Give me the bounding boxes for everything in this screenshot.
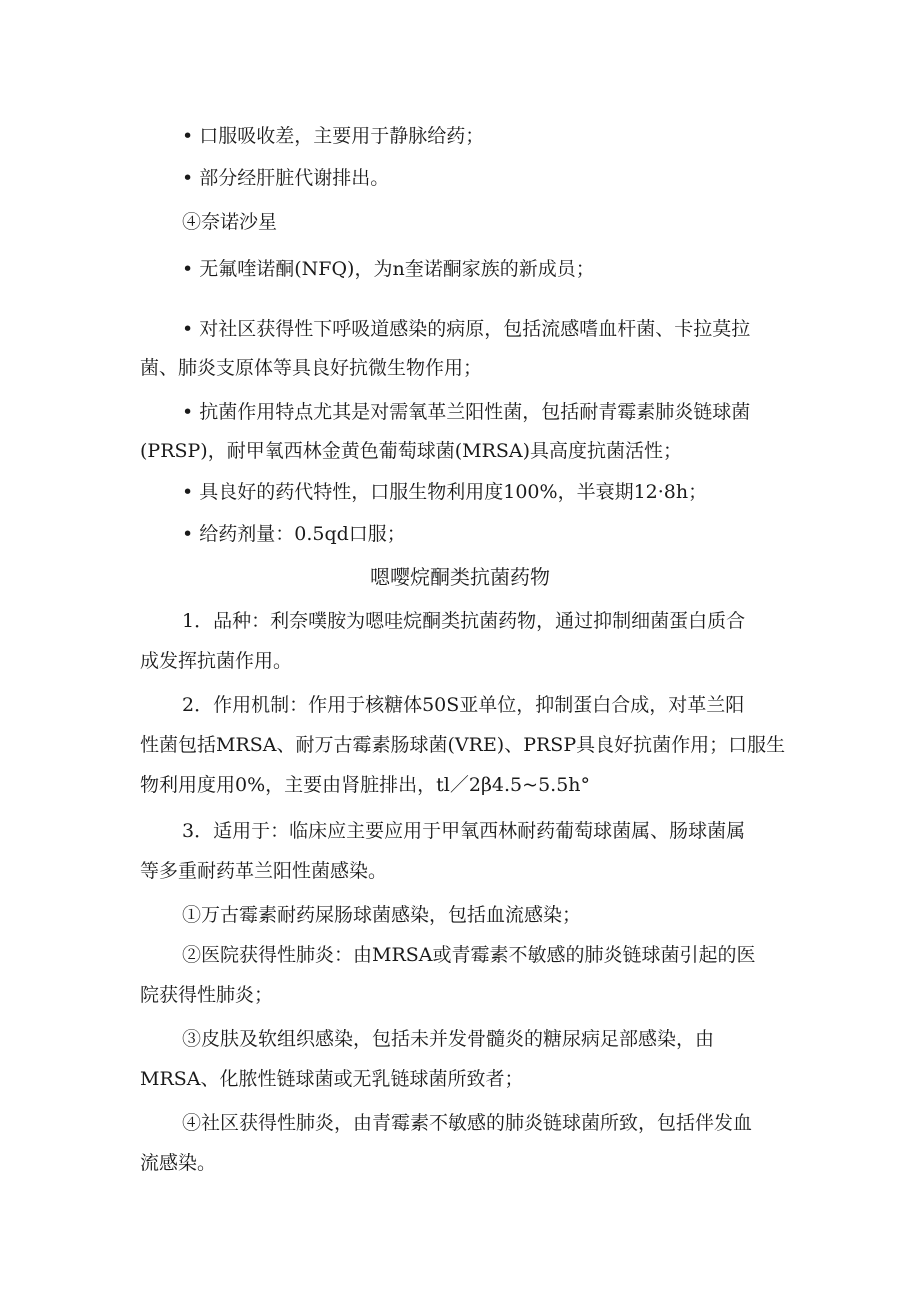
- para-indications: 3．适用于：临床应主要应用于甲氧西林耐药葡萄球菌属、肠球菌属: [182, 820, 746, 842]
- bullet-antibacterial: • 抗菌作用特点尤其是对需氧革兰阳性菌，包括耐青霉素肺炎链球菌: [182, 401, 751, 423]
- indication-skin-cont: MRSA、化脓性链球菌或无乳链球菌所致者；: [140, 1068, 524, 1090]
- indication-skin: ③皮肤及软组织感染，包括未并发骨髓炎的糖尿病足部感染，由: [182, 1028, 715, 1050]
- bullet-pharmacokinetics: • 具良好的药代特性，口服生物利用度100%，半衰期12·8h；: [182, 481, 708, 503]
- subsection-nemonoxacin: ④奈诺沙星: [182, 211, 278, 233]
- para-variety-cont: 成发挥抗菌作用。: [140, 650, 293, 672]
- indication-cap: ④社区获得性肺炎，由青霉素不敏感的肺炎链球菌所致，包括伴发血: [182, 1112, 753, 1134]
- bullet-community-infection: • 对社区获得性下呼吸道感染的病原，包括流感嗜血杆菌、卡拉莫拉: [182, 318, 751, 340]
- bullet-oral-absorption: • 口服吸收差，主要用于静脉给药；: [182, 125, 485, 147]
- indication-hap: ②医院获得性肺炎：由MRSA或青霉素不敏感的肺炎链球菌引起的医: [182, 944, 756, 966]
- para-mechanism-cont1: 性菌包括MRSA、耐万古霉素肠球菌(VRE)、PRSP具良好抗菌作用；口服生: [140, 734, 786, 756]
- para-mechanism: 2．作用机制：作用于核糖体50S亚单位，抑制蛋白合成，对革兰阳: [182, 694, 745, 716]
- indication-vre: ①万古霉素耐药屎肠球菌感染，包括血流感染；: [182, 904, 582, 926]
- para-mechanism-cont2: 物利用度用0%，主要由肾脏排出，tl／2β4.5~5.5h°: [140, 774, 591, 796]
- bullet-dosage: • 给药剂量：0.5qd口服；: [182, 523, 406, 545]
- indication-hap-cont: 院获得性肺炎；: [140, 984, 274, 1006]
- indication-cap-cont: 流感染。: [140, 1152, 217, 1174]
- para-variety: 1．品种：利奈噗胺为嗯哇烷酮类抗菌药物，通过抑制细菌蛋白质合: [182, 610, 746, 632]
- bullet-liver-metabolism: • 部分经肝脏代谢排出。: [182, 167, 390, 189]
- bullet-nfq: • 无氟喹诺酮(NFQ)，为n奎诺酮家族的新成员；: [182, 258, 595, 280]
- bullet-antibacterial-cont: (PRSP)，耐甲氧西林金黄色葡萄球菌(MRSA)具高度抗菌活性；: [140, 440, 683, 462]
- section-heading: 嗯嘤烷酮类抗菌药物: [370, 565, 550, 589]
- para-indications-cont: 等多重耐药革兰阳性菌感染。: [140, 860, 388, 882]
- bullet-community-infection-cont: 菌、肺炎支原体等具良好抗微生物作用；: [140, 357, 483, 379]
